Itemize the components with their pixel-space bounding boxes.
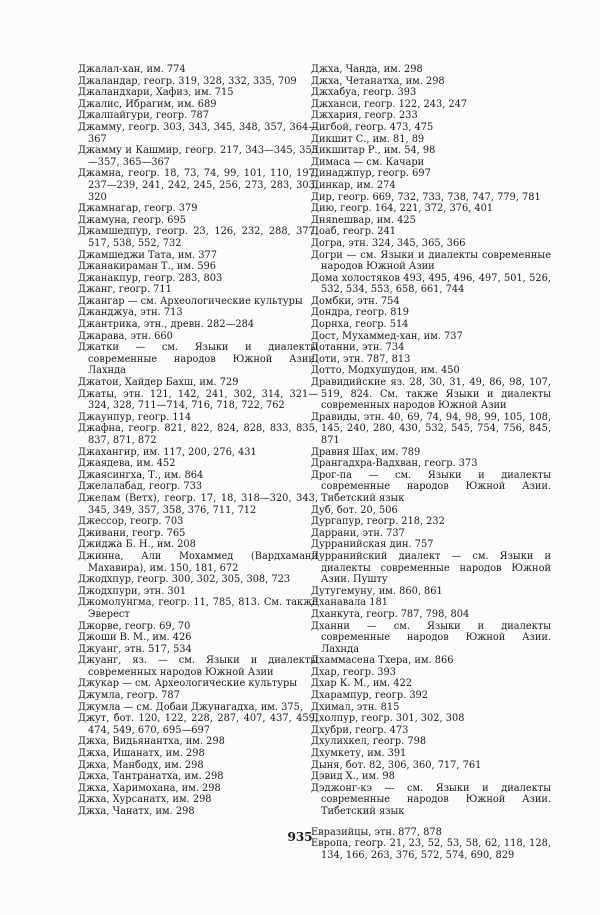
page-number: 935 — [287, 830, 313, 844]
index-entry: Дотанни, этн. 734 — [311, 342, 405, 354]
index-entry: Дханкута, геогр. 787, 798, 804 — [311, 608, 470, 620]
index-entry: Дост, Мухаммед-хан, им. 737 — [311, 330, 463, 342]
index-entry: Европа, геогр. 21, 23, 52, 53, 58, 62, 118, 128, 134, 166, 263, 376, 572, 574, 690, 829 — [311, 838, 551, 861]
index-entry: Дравия Шах, им. 789 — [311, 446, 421, 458]
index-entry: Джелалабад, геогр. 733 — [78, 481, 203, 493]
index-entry: Дигбой, геогр. 473, 475 — [311, 121, 434, 133]
index-entry: Динкар, им. 274 — [311, 179, 396, 191]
index-entry: Джха, Манбодх, им. 298 — [78, 759, 204, 771]
index-entry: Джамшеджи Тата, им. 377 — [78, 249, 217, 261]
index-entry: Джиджа Б. Н., им. 208 — [78, 539, 196, 551]
index-entry: Джха, Видьянантха, им. 298 — [78, 736, 225, 748]
index-entry: Джхария, геогр. 233 — [311, 110, 418, 122]
index-entry: Дживани, геогр. 765 — [78, 527, 186, 539]
index-entry: Джуанг, яз. — см. Языки и диалекты современных народов Южной Азии — [78, 655, 318, 678]
index-entry: Дуб, бот. 20, 506 — [311, 504, 398, 516]
index-entry: Джаядева, им. 452 — [78, 458, 176, 470]
index-entry: Димаса — см. Качари — [311, 156, 425, 168]
index-entry: Догри — см. Языки и диалекты современные народов Южной Азии — [311, 249, 551, 273]
index-entry: Дняneшвар, им. 425 — [311, 214, 416, 226]
index-entry: Дрог-па — см. Языки и диалекты современные народов Южной Азии. Тибетский язык — [311, 469, 551, 504]
index-entry: Дургапур, геогр. 218, 232 — [311, 516, 445, 528]
index-entry: Джатои, Хайдер Бахш, им. 729 — [78, 377, 239, 389]
index-entry: Дхар, геогр. 393 — [311, 666, 396, 678]
index-entry: Джанакираман Т., им. 596 — [78, 261, 217, 273]
index-entry: Дэджонг-кэ — см. Языки и диалекты современные народов Южной Азии. Тибетский язык — [311, 782, 551, 817]
index-entry: Евразийцы, этн. 877, 878 — [311, 826, 442, 838]
index-entry: Даррани, этн. 737 — [311, 527, 405, 539]
index-entry: Дыня, бот. 82, 306, 360, 717, 761 — [311, 759, 482, 771]
index-entry: Дурранийская дин. 757 — [311, 539, 434, 551]
index-entry: Джуанг, этн. 517, 534 — [78, 643, 192, 655]
index-entry: Дхолпур, геогр. 301, 302, 308 — [311, 713, 465, 725]
index-entry: Джумла — см. Добаи Джунагадха, им. 375, — [78, 701, 303, 713]
index-entry: Джанджуа, этн. 713 — [78, 307, 183, 319]
index-entry: Дравиды, этн. 40, 69, 74, 94, 98, 99, 105, 108, 145, 240, 280, 430, 532, 545, 754, 756, 845, 871 — [311, 411, 551, 446]
index-entry: Джаты, этн. 121, 142, 241, 302, 314, 321—324, 328, 711—714, 716, 718, 722, 762 — [78, 388, 318, 412]
index-entry: Джанакпур, геогр. 283, 803 — [78, 272, 223, 284]
index-entry: Дэвид Х., им. 98 — [311, 771, 395, 783]
index-entry: Джха, Чанда, им. 298 — [311, 64, 423, 75]
index-entry: Джаясингха, Т., им. 864 — [78, 469, 204, 481]
index-entry: Дхумкету, им. 391 — [311, 748, 407, 760]
index-entry: Джессор, геогр. 703 — [78, 516, 184, 528]
index-entry: Джха, Тантранатха, им. 298 — [78, 771, 224, 783]
index-entry: Динаджпур, геогр. 697 — [311, 168, 431, 180]
index-entry: Дханни — см. Языки и диалекты современные народов Южной Азии. Лахнда — [311, 620, 551, 655]
index-entry: Джарава, этн. 660 — [78, 330, 173, 342]
index-entry: Дутугемуну, им. 860, 861 — [311, 585, 443, 597]
index-entry: Джамна, геогр. 18, 73, 74, 99, 101, 110, 197, 237—239, 241, 242, 245, 256, 273, 283, 303, 320 — [78, 168, 318, 203]
index-entry: Дхулихкел, геогр. 798 — [311, 736, 427, 748]
index-entry: Домбки, этн. 754 — [311, 295, 400, 307]
index-entry: Джалал-хан, им. 774 — [78, 64, 186, 75]
index-entry: Дию, геогр. 164, 221, 372, 376, 401 — [311, 203, 494, 215]
index-entry: Джамуна, геогр. 695 — [78, 214, 186, 226]
index-entry: Джоши В. М., им. 426 — [78, 632, 192, 644]
index-entry: Джханси, геогр. 122, 243, 247 — [311, 98, 468, 110]
index-entry: Дхарампур, геогр. 392 — [311, 690, 429, 702]
index-entry: Джаландхари, Хафиз, им. 715 — [78, 87, 234, 99]
index-entry: Дрангадхра-Вадхван, геогр. 373 — [311, 458, 478, 470]
index-entry: Джинна, Али Мохаммед (Вардхамани Махавира), им. 150, 181, 672 — [78, 550, 318, 574]
index-entry: Джалпайгури, геогр. 787 — [78, 110, 210, 122]
index-entry: Дравидийские яз. 28, 30, 31, 49, 86, 98, 107, 519, 824. См. также Языки и диалекты современных народов Южной Азии — [311, 377, 551, 412]
index-entry: Джхабуа, геогр. 393 — [311, 87, 417, 99]
index-entry: Дорнха, геогр. 514 — [311, 319, 409, 331]
index-entry: Дондра, геогр. 819 — [311, 307, 409, 319]
index-entry: Джукар — см. Археологические культуры — [78, 678, 298, 690]
index-entry: Дурранийский диалект — см. Языки и диалекты современные народов Южной Азии. Пушту — [311, 550, 551, 586]
index-entry: Джанг, геогр. 711 — [78, 284, 172, 296]
index-entry: Догра, этн. 324, 345, 365, 366 — [311, 237, 466, 249]
index-entry: Дикшитар Р., им. 54, 98 — [311, 145, 436, 157]
index-entry: Джантрика, этн., древн. 282—284 — [78, 319, 255, 331]
index-entry: Дикшит С., им. 81, 89 — [311, 133, 425, 145]
index-entry: Джха, Четанатха, им. 298 — [311, 75, 445, 87]
index-entry: Джорве, геогр. 69, 70 — [78, 620, 191, 632]
index-entry: Джафна, геогр. 821, 822, 824, 828, 833, 835, 837, 871, 872 — [78, 423, 318, 446]
index-column-left — [78, 64, 318, 818]
index-entry: Джелам (Ветх), геогр. 17, 18, 318—320, 343, 345, 349, 357, 358, 376, 711, 712 — [78, 492, 318, 516]
index-entry: Джангар — см. Археологические культуры — [78, 295, 303, 307]
index-entry: Джха, Ишанатх, им. 298 — [78, 748, 205, 760]
index-entry: Дома холостяков 493, 495, 496, 497, 501, 526, 532, 534, 553, 658, 661, 744 — [311, 272, 551, 296]
index-entry: Джаунпур, геогр. 114 — [78, 411, 192, 423]
index-entry: Джодхпури, этн. 301 — [78, 585, 187, 597]
index-entry: Джумла, геогр. 787 — [78, 690, 180, 702]
index-entry: Джут, бот. 120, 122, 228, 287, 407, 437, 459, 474, 549, 670, 695—697 — [78, 713, 318, 736]
index-entry: Дотто, Модхушудон, им. 450 — [311, 365, 460, 377]
index-entry: Джалис, Ибрагим, им. 689 — [78, 98, 217, 110]
index-entry: Джатки — см. Языки и диалекты современные народов Южной Азии. Лахнда — [78, 342, 318, 377]
index-entry: Джха, Чанатх, им. 298 — [78, 806, 195, 817]
index-entry: Джаландар, геогр. 319, 328, 332, 335, 709 — [78, 75, 297, 87]
index-entry: Дханавала 181 — [311, 597, 388, 609]
index-column-right — [311, 64, 551, 861]
index-entry: Джха, Харимохана, им. 298 — [78, 782, 221, 794]
index-entry: Дхар К. М., им. 422 — [311, 678, 412, 690]
index-entry: Доти, этн. 787, 813 — [311, 353, 411, 365]
index-entry: Джамму и Кашмир, геогр. 217, 343—345, 355—357, 365—367 — [78, 145, 318, 168]
index-entry: Дир, геогр. 669, 732, 733, 738, 747, 779, 781 — [311, 191, 541, 203]
index-entry: Дхубри, геогр. 473 — [311, 724, 409, 736]
index-entry: Джамму, геогр. 303, 343, 345, 348, 357, 364—367 — [78, 121, 318, 145]
index-entry: Джамшедпур, геогр. 23, 126, 232, 288, 377, 517, 538, 552, 732 — [78, 226, 318, 249]
index-entry: Джахангир, им. 117, 200, 276, 431 — [78, 446, 257, 458]
index-entry: Джодхпур, геогр. 300, 302, 305, 308, 723 — [78, 574, 291, 586]
index-entry: Джха, Хурсанатх, им. 298 — [78, 794, 212, 806]
index-entry: Доаб, геогр. 241 — [311, 226, 396, 238]
index-entry: Джамнагар, геогр. 379 — [78, 203, 198, 215]
index-entry: Дхимал, этн. 815 — [311, 701, 400, 713]
index-entry: Джомолунгма, геогр. 11, 785, 813. См. также Эверест — [78, 597, 318, 620]
index-entry: Дхаммасена Тхера, им. 866 — [311, 655, 454, 667]
